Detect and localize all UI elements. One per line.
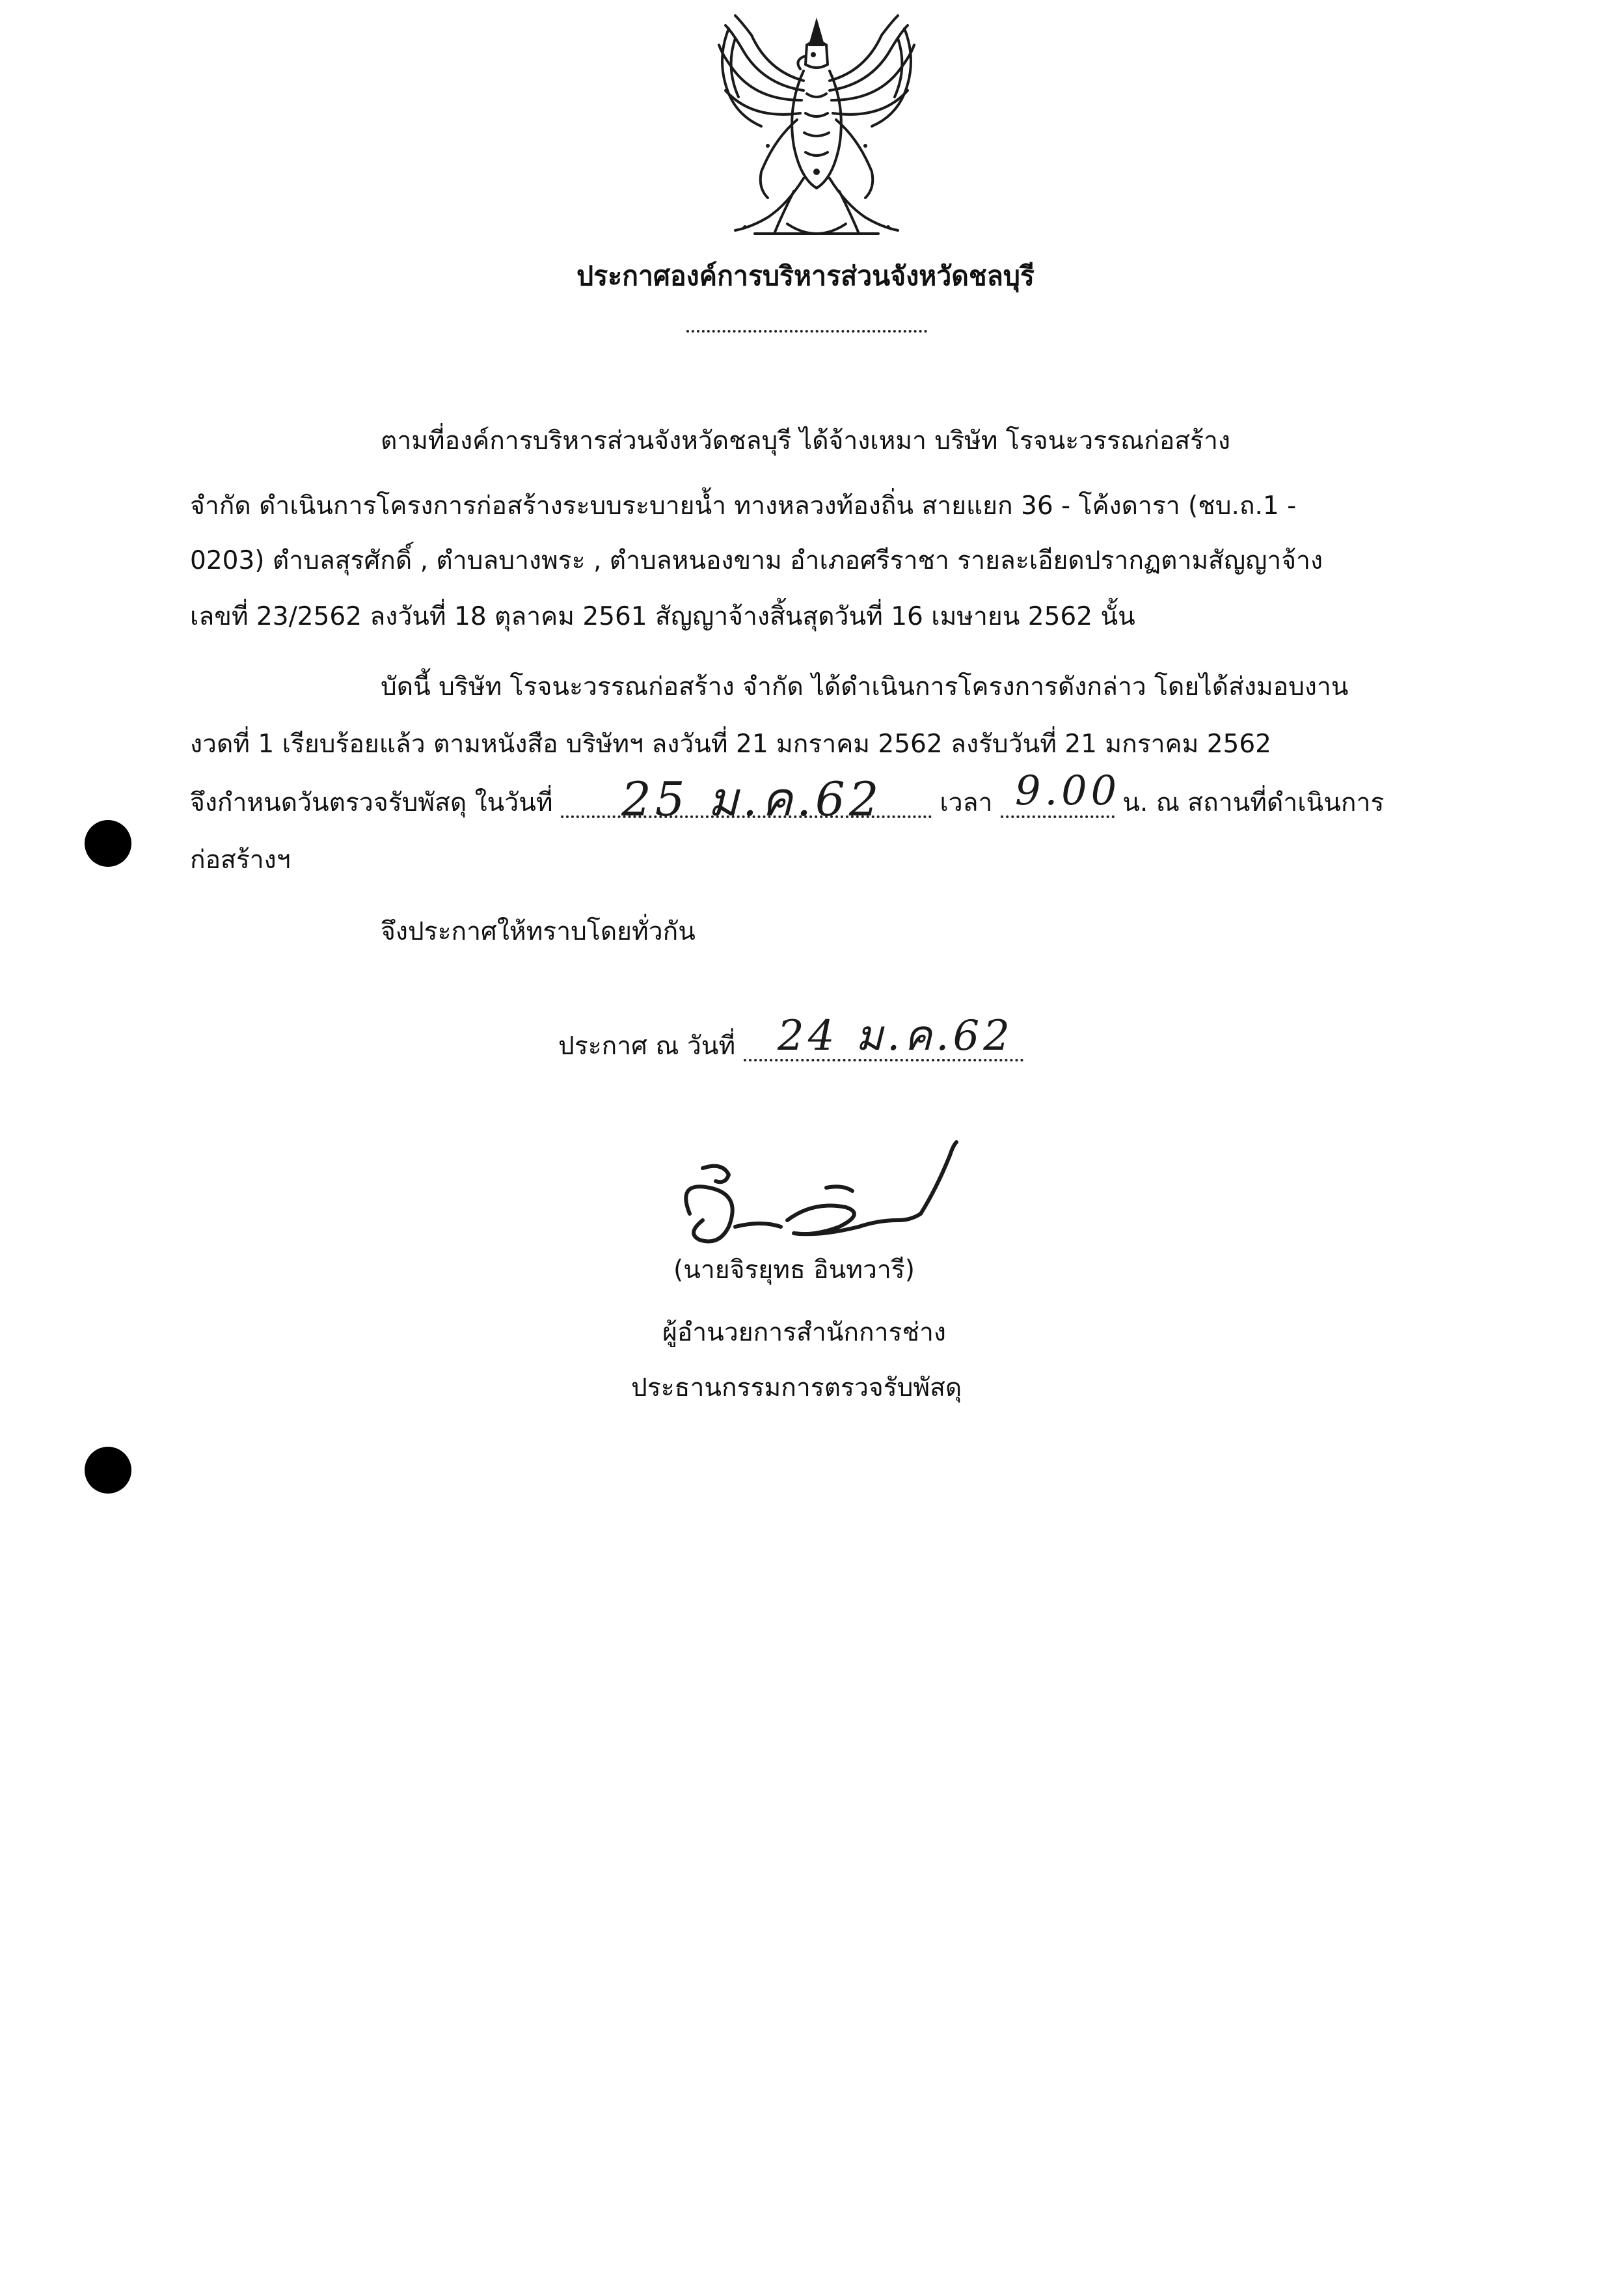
- title-divider: [686, 322, 927, 333]
- paragraph2-line1: บัดนี้ บริษัท โรจนะวรรณก่อสร้าง จำกัด ได้ดำเนินการโครงการดังกล่าว โดยได้ส่งมอบงาน: [381, 672, 1349, 702]
- paragraph1-line1: ตามที่องค์การบริหารส่วนจังหวัดชลบุรี ได้จ้างเหมา บริษัท โรจนะวรรณก่อสร้าง: [381, 426, 1230, 456]
- paragraph1-line3: 0203) ตำบลสุรศักดิ์ , ตำบลบางพระ , ตำบลหนองขาม อำเภอศรีราชา รายละเอียดปรากฏตามสัญญาจ้าง: [190, 546, 1323, 575]
- punch-hole: [85, 1447, 131, 1494]
- inspection-date-label: จึงกำหนดวันตรวจรับพัสดุ ในวันที่: [190, 788, 553, 817]
- punch-hole: [85, 820, 131, 867]
- handwritten-announce-date: 24 ม.ค.62: [778, 1012, 1014, 1060]
- signature-icon: [664, 1129, 1002, 1259]
- inspection-location-text: น. ณ สถานที่ดำเนินการ: [1122, 788, 1385, 817]
- garuda-emblem-icon: [690, 9, 943, 247]
- handwritten-inspection-date: 25 ม.ค.62: [621, 772, 883, 827]
- paragraph2-line2: งวดที่ 1 เรียบร้อยแล้ว ตามหนังสือ บริษัทฯ ลงวันที่ 21 มกราคม 2562 ลงรับวันที่ 21 มกราคม 2562: [190, 730, 1271, 759]
- signatory-role: ประธานกรรมการตรวจรับพัสดุ: [631, 1373, 962, 1402]
- paragraph1-line4: เลขที่ 23/2562 ลงวันที่ 18 ตุลาคม 2561 สัญญาจ้างสิ้นสุดวันที่ 16 เมษายน 2562 นั้น: [190, 602, 1135, 631]
- paragraph1-line2: จำกัด ดำเนินการโครงการก่อสร้างระบบระบายน้ำ ทางหลวงท้องถิ่น สายแยก 36 - โค้งดารา (ชบ.ถ.1 -: [190, 491, 1297, 521]
- inspection-time-label: เวลา: [940, 788, 993, 817]
- signatory-position: ผู้อำนวยการสำนักการช่าง: [662, 1318, 946, 1347]
- paragraph2-line4: ก่อสร้างฯ: [190, 845, 291, 875]
- signatory-name: (นายจิรยุทธ อินทวารี): [673, 1255, 915, 1285]
- document-title: ประกาศองค์การบริหารส่วนจังหวัดชลบุรี: [576, 260, 1035, 292]
- handwritten-inspection-time: 9.00: [1015, 767, 1121, 814]
- announce-date-label: ประกาศ ณ วันที่: [558, 1032, 736, 1061]
- closing-text: จึงประกาศให้ทราบโดยทั่วกัน: [381, 917, 696, 946]
